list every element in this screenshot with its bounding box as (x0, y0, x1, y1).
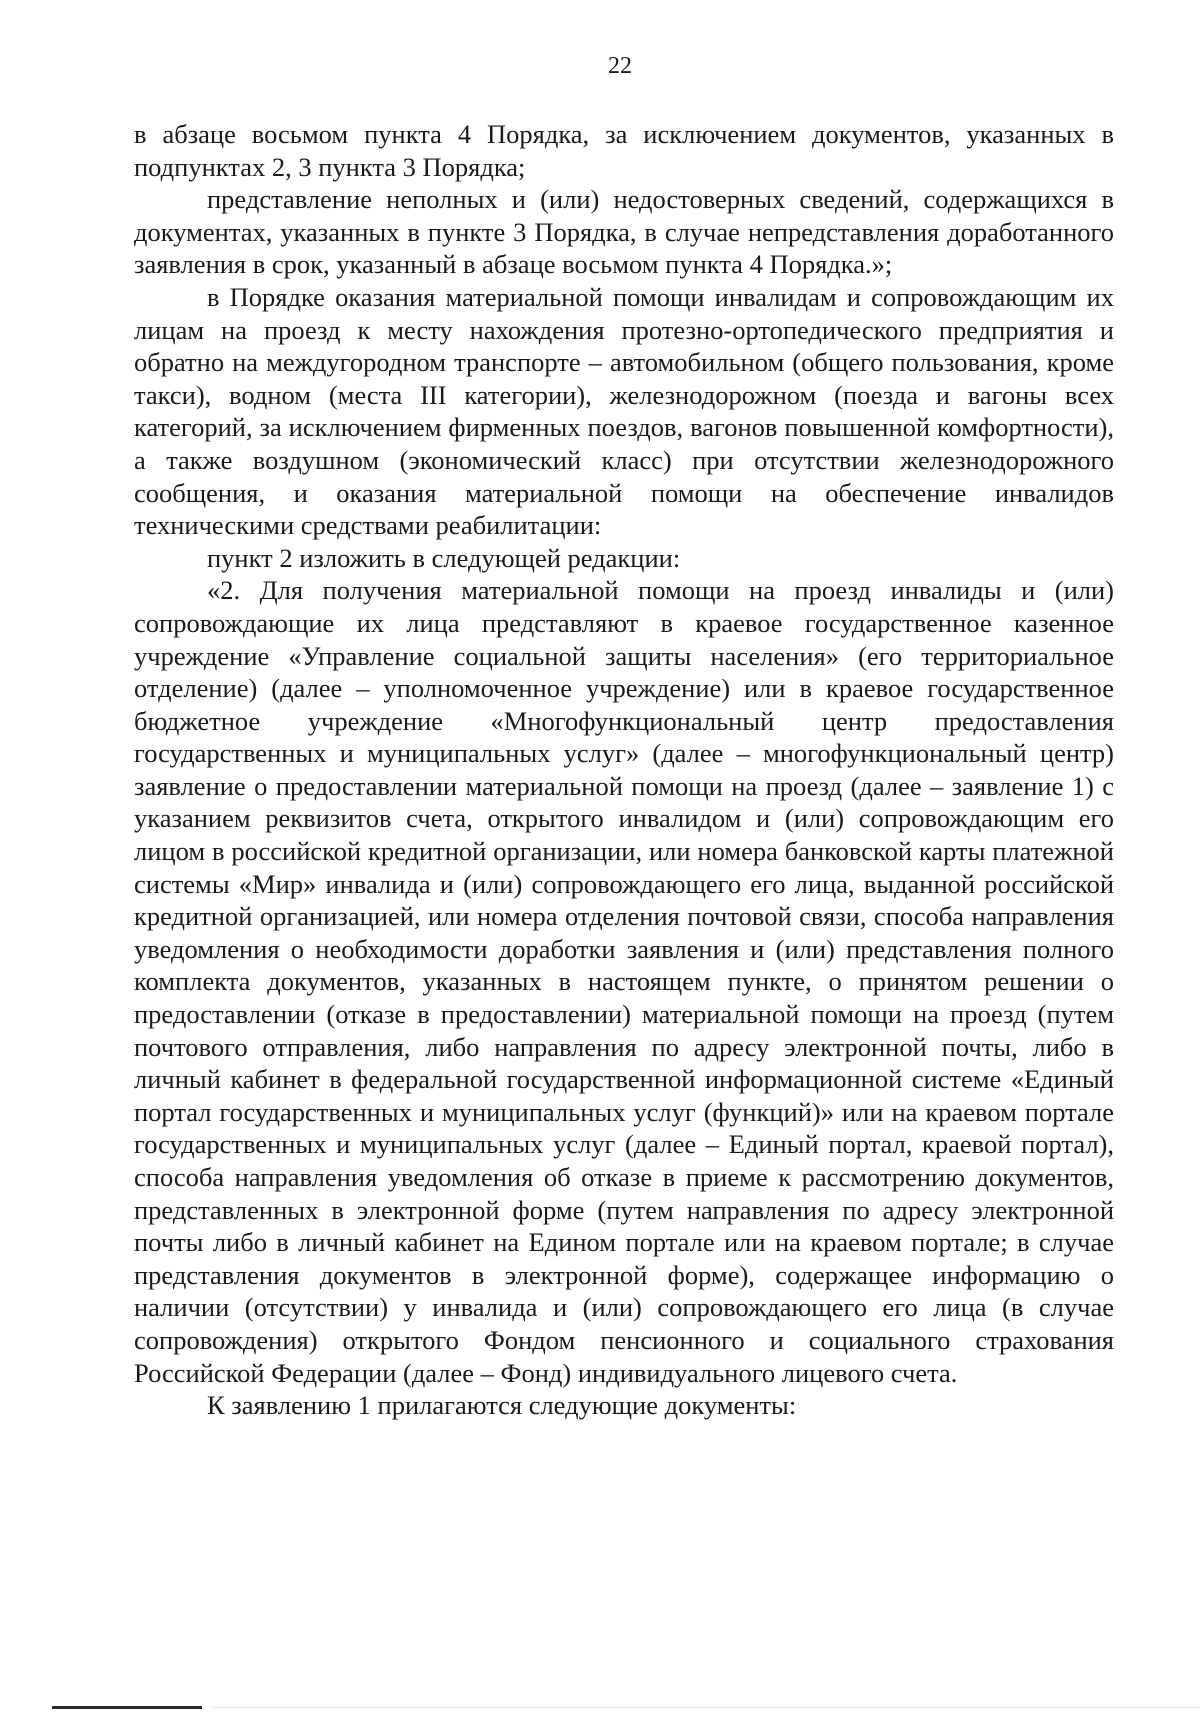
document-body (134, 118, 1114, 1422)
paragraph-point-2-intro: пункт 2 изложить в следующей редакции: (207, 542, 681, 573)
paragraph-point-2-text: «2. Для получения материальной помощи на проезд инвалиды и (или) сопровождающие их лица представляют в краевое государственное казенное учреждение «Управление социальной защиты населения» (его территориальное отделение) (далее – уполномоченное учреждение) или в краевое государственное бюджетное учреждение «Многофункциональный центр предоставления государственных и муниципальных услуг» (далее – многофункциональный центр) заявление о предоставлении материальной помощи на проезд (далее – заявление 1) с указанием реквизитов счета, открытого инвалидом и (или) сопровождающим его лицом в российской кредитной организации, или номера банковской карты платежной системы «Мир» инвалида и (или) сопровождающего его лица, выданной российской кредитной организацией, или номера отделения почтовой связи, способа направления уведомления о необходимости доработки заявления и (или) представления полного комплекта документов, указанных в настоящем пункте, о принятом решении о предоставлении (отказе в предоставлении) материальной помощи на проезд (путем почтового отправления, либо направления по адресу электронной почты, либо в личный кабинет в федеральной государственной информационной системе «Единый портал государственных и муниципальных услуг (функций)» или на краевом портале государственных и муниципальных услуг (далее – Единый портал, краевой портал), способа направления уведомления об отказе в приеме к рассмотрению документов, представленных в электронной форме (путем направления по адресу электронной почты либо в личный кабинет на Едином портале или на краевом портале; в случае представления документов в электронной форме), содержащее информацию о наличии (отсутствии) у инвалида и (или) сопровождающего его лица (в случае сопровождения) открытого Фондом пенсионного и социального страхования Российской Федерации (далее – Фонд) индивидуального лицевого счета. (134, 575, 1114, 1388)
paragraph-attachments-intro: К заявлению 1 прилагаются следующие документы: (207, 1390, 797, 1421)
paragraph-procedure-title: в Порядке оказания материальной помощи инвалидам и сопровождающим их лицам на проезд к месту нахождения протезно-ортопедического предприятия и обратно на междугородном транспорте – автомобильном (общего пользования, кроме такси), водном (места III категории), железнодорожном (поезда и вагоны всех категорий, за исключением фирменных поездов, вагонов повышенной комфортности), а также воздушном (экономический класс) при отсутствии железнодорожного сообщения, и оказания материальной помощи на обеспечение инвалидов техническими средствами реабилитации: (134, 281, 1114, 541)
page-number: 22 (608, 53, 632, 79)
footer-rule (52, 1706, 202, 1709)
paragraph-continuation: в абзаце восьмом пункта 4 Порядка, за исключением документов, указанных в подпунктах 2, 3 пункта 3 Порядка; (134, 119, 1114, 182)
footer-rule-faint (210, 1707, 1200, 1708)
paragraph-incomplete-info: представление неполных и (или) недостоверных сведений, содержащихся в документах, указанных в пункте 3 Порядка, в случае непредставления доработанного заявления в срок, указанный в абзаце восьмом пункта 4 Порядка.»; (134, 184, 1114, 280)
